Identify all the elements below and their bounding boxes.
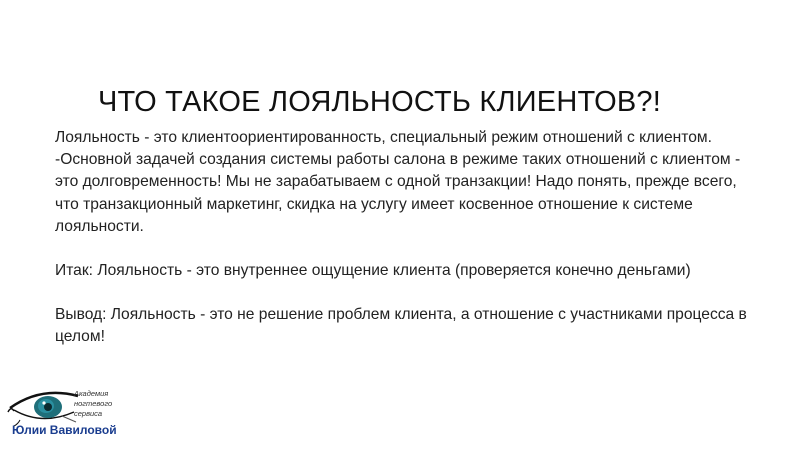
- logo-caption: [74, 389, 112, 419]
- logo-line-1: Академия: [74, 389, 109, 398]
- paragraph-main-task: -Основной задачей создания системы работы салона в режиме таких отношений с клиентом - это долговременность! Мы не зарабатываем с одной транзакции! Надо понять, прежде всего, что транзакционный маркетинг, скидка на услугу имеет косвенное отношение к системе лояльности.: [55, 151, 741, 235]
- spacer: [55, 238, 755, 260]
- paragraph-definition: Лояльность - это клиентоориентированность, специальный режим отношений с клиентом.: [55, 129, 712, 146]
- slide-body: [55, 127, 755, 349]
- logo-line-3: сервиса: [74, 409, 103, 418]
- logo-name: Юлии Вавиловой: [12, 423, 117, 437]
- spacer: [55, 282, 755, 304]
- eye-icon: [8, 393, 78, 426]
- logo-line-2: ногтевого: [74, 399, 113, 408]
- slide-title: ЧТО ТАКОЕ ЛОЯЛЬНОСТЬ КЛИЕНТОВ?!: [98, 86, 661, 118]
- paragraph-conclusion: Вывод: Лояльность - это не решение проблем клиента, а отношение с участниками процесса в целом!: [55, 306, 747, 346]
- paragraph-summary: Итак: Лояльность - это внутреннее ощущение клиента (проверяется конечно деньгами): [55, 262, 691, 280]
